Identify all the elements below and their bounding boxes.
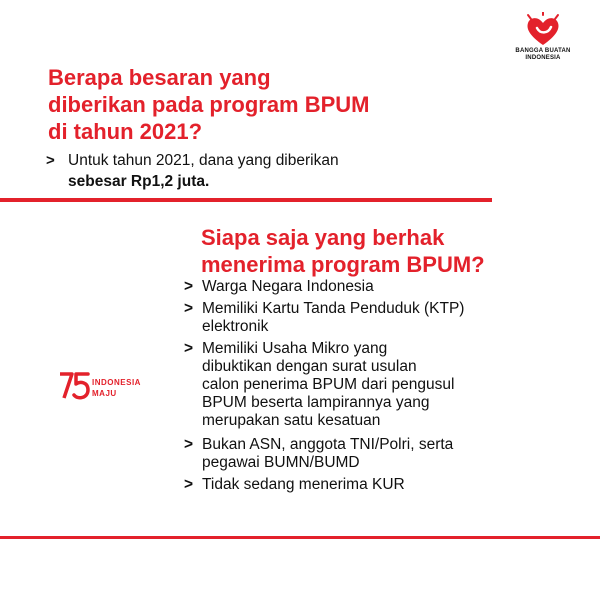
list-item-text: BPUM beserta lampirannya yang bbox=[202, 394, 430, 411]
chevron-right-icon: > bbox=[184, 278, 194, 295]
bottom-divider bbox=[0, 536, 600, 539]
question1-title-line: diberikan pada program BPUM bbox=[48, 92, 370, 117]
bangga-buatan-indonesia-logo bbox=[514, 12, 572, 64]
chevron-right-icon: > bbox=[184, 300, 194, 317]
anniversary-logo-line2: MAJU bbox=[92, 389, 117, 398]
list-item-text: Memiliki Usaha Mikro yang bbox=[202, 340, 388, 357]
question1-title-line: di tahun 2021? bbox=[48, 119, 203, 144]
brand-logo-text bbox=[514, 48, 572, 62]
question1-title-line: Berapa besaran yang bbox=[48, 65, 271, 90]
list-item bbox=[184, 300, 584, 336]
list-item bbox=[184, 278, 584, 296]
list-item bbox=[184, 340, 584, 430]
answer-line2: sebesar Rp1,2 juta. bbox=[68, 173, 210, 190]
question2-title bbox=[201, 224, 581, 278]
eligibility-list bbox=[184, 278, 584, 498]
indonesia-maju-75-logo bbox=[58, 370, 158, 406]
section-divider bbox=[0, 198, 492, 202]
brand-logo-line1: BANGGA BUATAN bbox=[515, 48, 571, 54]
list-item-text: calon penerima BPUM dari pengusul bbox=[202, 376, 455, 393]
list-item-text: pegawai BUMN/BUMD bbox=[202, 454, 360, 471]
list-item-text: Tidak sedang menerima KUR bbox=[202, 476, 405, 493]
anniversary-logo-line1: INDONESIA bbox=[92, 378, 141, 387]
list-item-text: Warga Negara Indonesia bbox=[202, 278, 374, 295]
question2-title-line: Siapa saja yang berhak bbox=[201, 225, 445, 250]
chevron-right-icon: > bbox=[46, 152, 55, 169]
chevron-right-icon: > bbox=[184, 476, 194, 493]
list-item bbox=[184, 436, 584, 472]
heart-icon bbox=[522, 12, 564, 48]
list-item-text: Memiliki Kartu Tanda Penduduk (KTP) bbox=[202, 300, 465, 317]
list-item bbox=[184, 476, 584, 494]
question1-title bbox=[48, 64, 468, 145]
question2-title-line: menerima program BPUM? bbox=[201, 252, 485, 277]
number-75-icon bbox=[58, 370, 92, 404]
list-item-text: merupakan satu kesatuan bbox=[202, 412, 381, 429]
chevron-right-icon: > bbox=[184, 436, 194, 453]
answer-line1: Untuk tahun 2021, dana yang diberikan bbox=[68, 152, 339, 169]
list-item-text: dibuktikan dengan surat usulan bbox=[202, 358, 417, 375]
list-item-text: Bukan ASN, anggota TNI/Polri, serta bbox=[202, 436, 454, 453]
chevron-right-icon: > bbox=[184, 340, 194, 357]
list-item-text: elektronik bbox=[202, 318, 269, 335]
brand-logo-line2: INDONESIA bbox=[525, 55, 561, 61]
